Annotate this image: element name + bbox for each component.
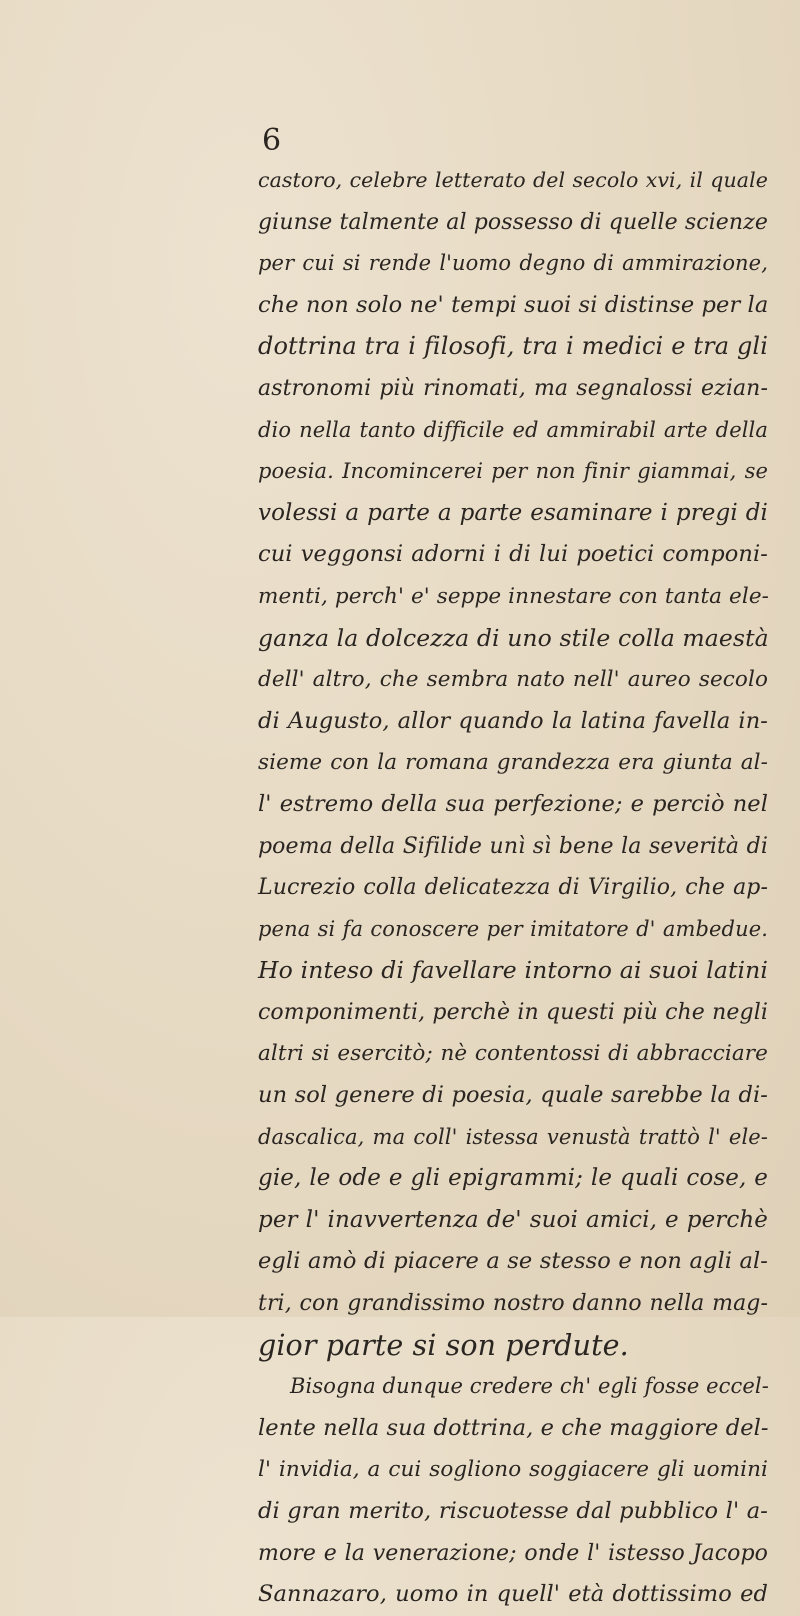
text-line: dascalica, ma coll' istessa venustà trattò l' ele- — [258, 1124, 768, 1149]
text-line: per l' inavvertenza de' suoi amici, e perchè — [258, 1206, 768, 1233]
text-line: menti, perch' e' seppe innestare con tanta ele- — [258, 583, 770, 609]
text-line: sieme con la romana grandezza era giunta al- — [258, 750, 768, 776]
text-line: poema della Sifilide unì sì bene la severità di — [258, 833, 768, 859]
paragraph-start-line: Bisogna dunque credere ch' egli fosse eccel- — [290, 1374, 769, 1399]
text-line: volessi a parte a parte esaminare i pregi di — [258, 499, 768, 526]
text-line: dio nella tanto difficile ed ammirabil arte della — [258, 417, 768, 442]
text-line: cui veggonsi adorni i di lui poetici componi- — [258, 541, 768, 568]
text-line: di Augusto, allor quando la latina favella in- — [258, 707, 768, 734]
text-line: un sol genere di poesia, quale sarebbe la di- — [258, 1082, 768, 1109]
text-line: Lucrezio colla delicatezza di Virgilio, che ap- — [258, 875, 768, 901]
text-line: more e la venerazione; onde l' istesso Jacopo — [258, 1540, 768, 1566]
text-line: egli amò di piacere a se stesso e non agli al- — [258, 1248, 768, 1275]
text-line: Sannazaro, uomo in quell' età dottissimo ed — [258, 1581, 768, 1608]
text-line: poesia. Incomincerei per non finir giammai, se — [258, 459, 768, 484]
text-line: l' invidia, a cui sogliono soggiacere gli uomini — [258, 1457, 768, 1483]
body-text — [258, 160, 768, 1616]
text-line: di gran merito, riscuotesse dal pubblico l' a- — [258, 1498, 768, 1524]
text-line: castoro, celebre letterato del secolo xvi, il quale — [258, 168, 768, 192]
text-line: per cui si rende l'uomo degno di ammirazione, — [258, 251, 768, 276]
text-line: dottrina tra i filosofi, tra i medici e tra gli — [258, 332, 768, 361]
text-line: componimenti, perchè in questi più che negli — [258, 999, 768, 1025]
text-line: giunse talmente al possesso di quelle scienze — [258, 209, 768, 235]
text-line: lente nella sua dottrina, e che maggiore del- — [258, 1414, 769, 1441]
text-line: che non solo ne' tempi suoi si distinse per la — [258, 291, 769, 318]
page-number: 6 — [262, 123, 282, 158]
text-line: astronomi più rinomati, ma segnalossi ezian- — [258, 375, 768, 401]
text-line: ganza la dolcezza di uno stile colla maestà — [258, 623, 769, 652]
text-line: gie, le ode e gli epigrammi; le quali cose, e — [258, 1165, 768, 1192]
text-line: altri si esercitò; nè contentossi di abbracciare — [258, 1041, 768, 1067]
text-line: pena si fa conoscere per imitatore d' ambedue. — [258, 916, 768, 941]
text-line: dell' altro, che sembra nato nell' aureo secolo — [258, 667, 768, 693]
text-line: tri, con grandissimo nostro danno nella mag- — [258, 1291, 768, 1317]
text-line: l' estremo della sua perfezione; e perciò nel — [258, 790, 768, 817]
paragraph-end-line: gior parte si son perdute. — [258, 1328, 629, 1362]
text-line: Ho inteso di favellare intorno ai suoi latini — [258, 956, 768, 985]
